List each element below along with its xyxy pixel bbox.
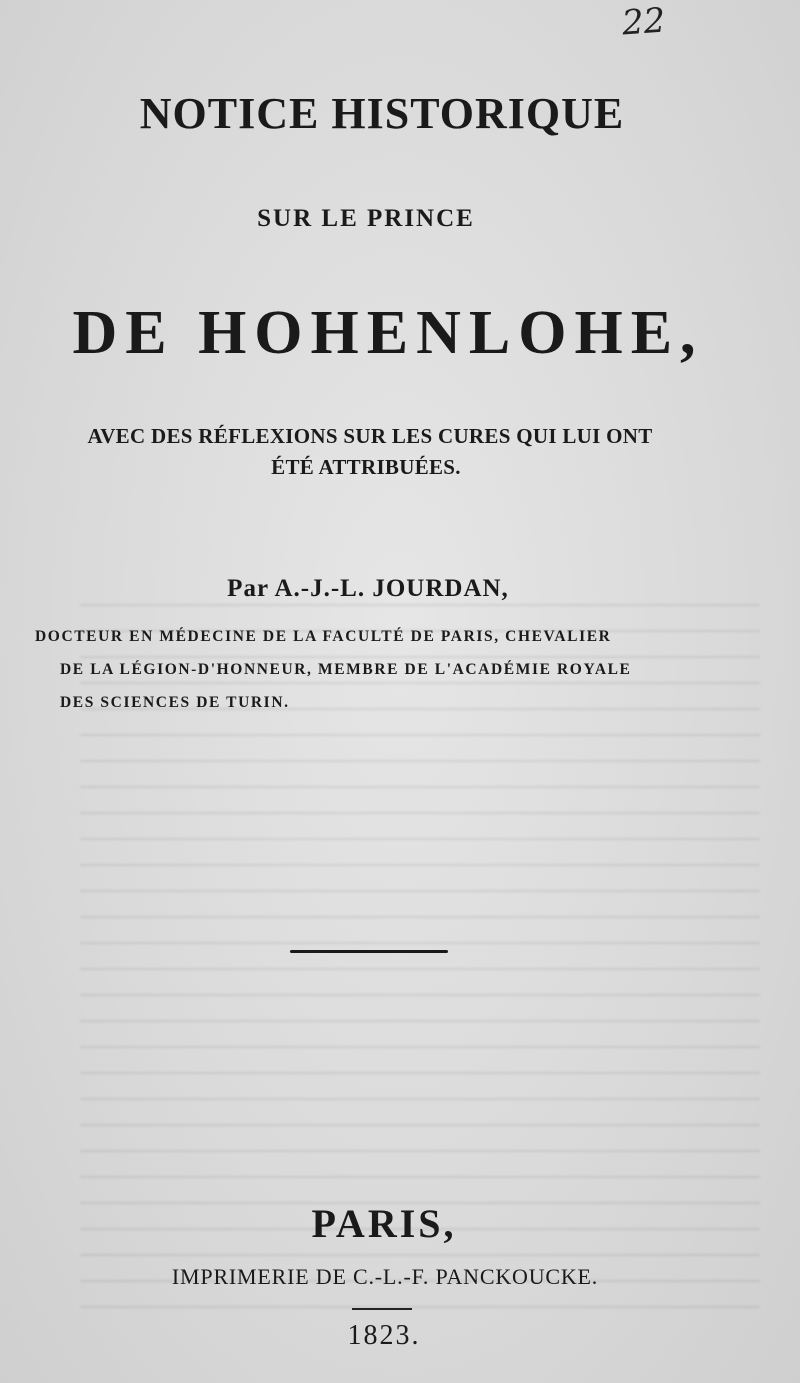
imprint-year: 1823. — [347, 1320, 421, 1351]
description-line-2: ÉTÉ ATTRIBUÉES. — [271, 455, 461, 479]
imprint-printer: IMPRIMERIE DE C.-L.-F. PANCKOUCKE. — [171, 1264, 599, 1289]
author-credential-line: DES SCIENCES DE TURIN. — [60, 694, 290, 711]
imprint-divider — [352, 1308, 412, 1310]
author-credential-line: DOCTEUR EN MÉDECINE DE LA FACULTÉ DE PARIS, CHEVALIER — [35, 628, 612, 645]
author-byline: Par A.-J.-L. JOURDAN, — [227, 575, 509, 602]
title-main: NOTICE HISTORIQUE — [139, 89, 625, 138]
ornamental-rule — [290, 950, 448, 953]
title-name: DE HOHENLOHE, — [72, 299, 704, 367]
handwritten-page-number: 22 — [620, 0, 667, 44]
description-line-1: AVEC DES RÉFLEXIONS SUR LES CURES QUI LUI ONT — [87, 424, 653, 448]
title-sub: SUR LE PRINCE — [257, 205, 475, 232]
author-credential-line: DE LA LÉGION-D'HONNEUR, MEMBRE DE L'ACADÉMIE ROYALE — [60, 661, 632, 678]
imprint-city: PARIS, — [311, 1201, 457, 1246]
